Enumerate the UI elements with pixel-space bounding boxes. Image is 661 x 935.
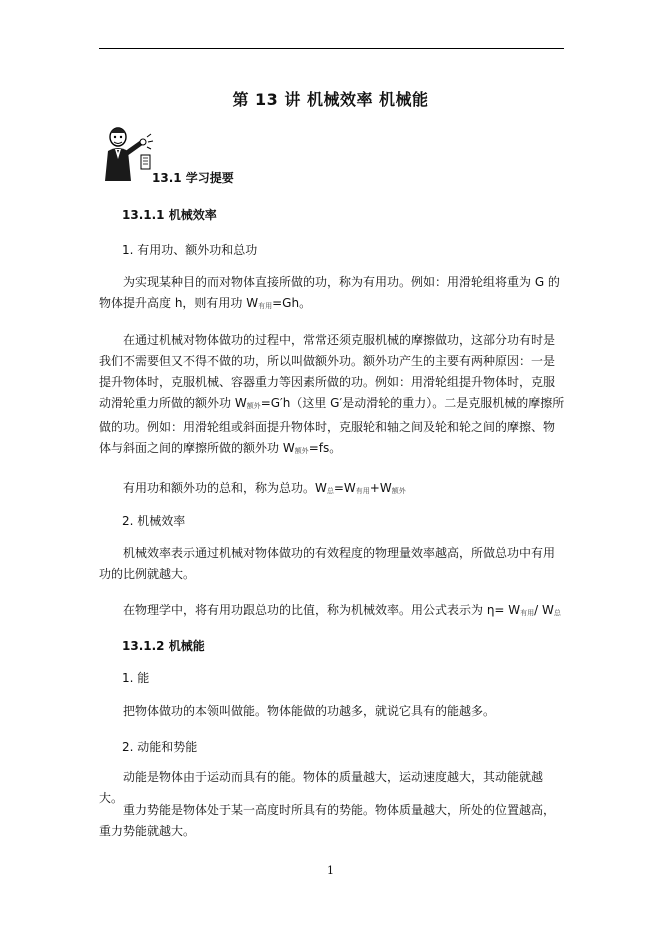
paragraph-efficiency-formula: 在物理学中，将有用功跟总功的比值，称为机械效率。用公式表示为 η= W有用/ W总: [123, 603, 561, 617]
paragraph-extra-work: 在通过机械对物体做功的过程中，常常还须克服机械的摩擦做功，这部分功有时是我们不需要但又不得不做的功，所以叫做额外功。额外功产生的主要有两种原因：一是提升物体时，克服机械、容器重力等因素所做的功。例如：用滑轮组提升物体时，克服动滑轮重力所做的额外功 W额外=G′h（这里 G′是动滑轮的重力）。二是克服机械的摩擦所做的功。例如：用滑轮组或斜面提升物体时，克服轮和轴之间及轮和轮之间的摩擦、物体与斜面之间的摩擦所做的额外功 W额外=fs。: [99, 333, 565, 455]
page-number: 1: [327, 864, 334, 877]
paragraph-useful-work: 为实现某种目的而对物体直接所做的功，称为有用功。例如：用滑轮组将重为 G 的物体提升高度 h，则有用功 W有用=Gh。: [99, 275, 560, 310]
section-heading-13-1: 13.1 学习提要: [152, 171, 234, 185]
header-rule: [99, 48, 564, 49]
list-item-mechanical-efficiency: 2. 机械效率: [122, 514, 186, 528]
paragraph-potential-energy: 重力势能是物体处于某一高度时所具有的势能。物体质量越大，所处的位置越高，重力势能就越大。: [99, 803, 556, 838]
list-item-kinetic-potential: 2. 动能和势能: [122, 740, 198, 754]
page-title: 第 13 讲 机械效率 机械能: [232, 90, 429, 109]
paragraph-energy: 把物体做功的本领叫做能。物体能做的功越多，就说它具有的能越多。: [123, 704, 496, 718]
list-item-energy: 1. 能: [122, 671, 150, 685]
paragraph-efficiency-definition: 机械效率表示通过机械对物体做功的有效程度的物理量效率越高，所做总功中有用功的比例就越大。: [99, 546, 556, 581]
paragraph-total-work: 有用功和额外功的总和，称为总功。W总=W有用+W额外: [123, 481, 406, 495]
section-heading-13-1-1: 13.1.1 机械效率: [122, 208, 217, 222]
list-item-useful-extra-total: 1. 有用功、额外功和总功: [122, 243, 258, 257]
presenter-mascot-icon: [97, 125, 159, 183]
paragraph-kinetic-energy: 动能是物体由于运动而具有的能。物体的质量越大，运动速度越大，其动能就越大。: [99, 770, 544, 805]
section-heading-13-1-2: 13.1.2 机械能: [122, 639, 205, 653]
